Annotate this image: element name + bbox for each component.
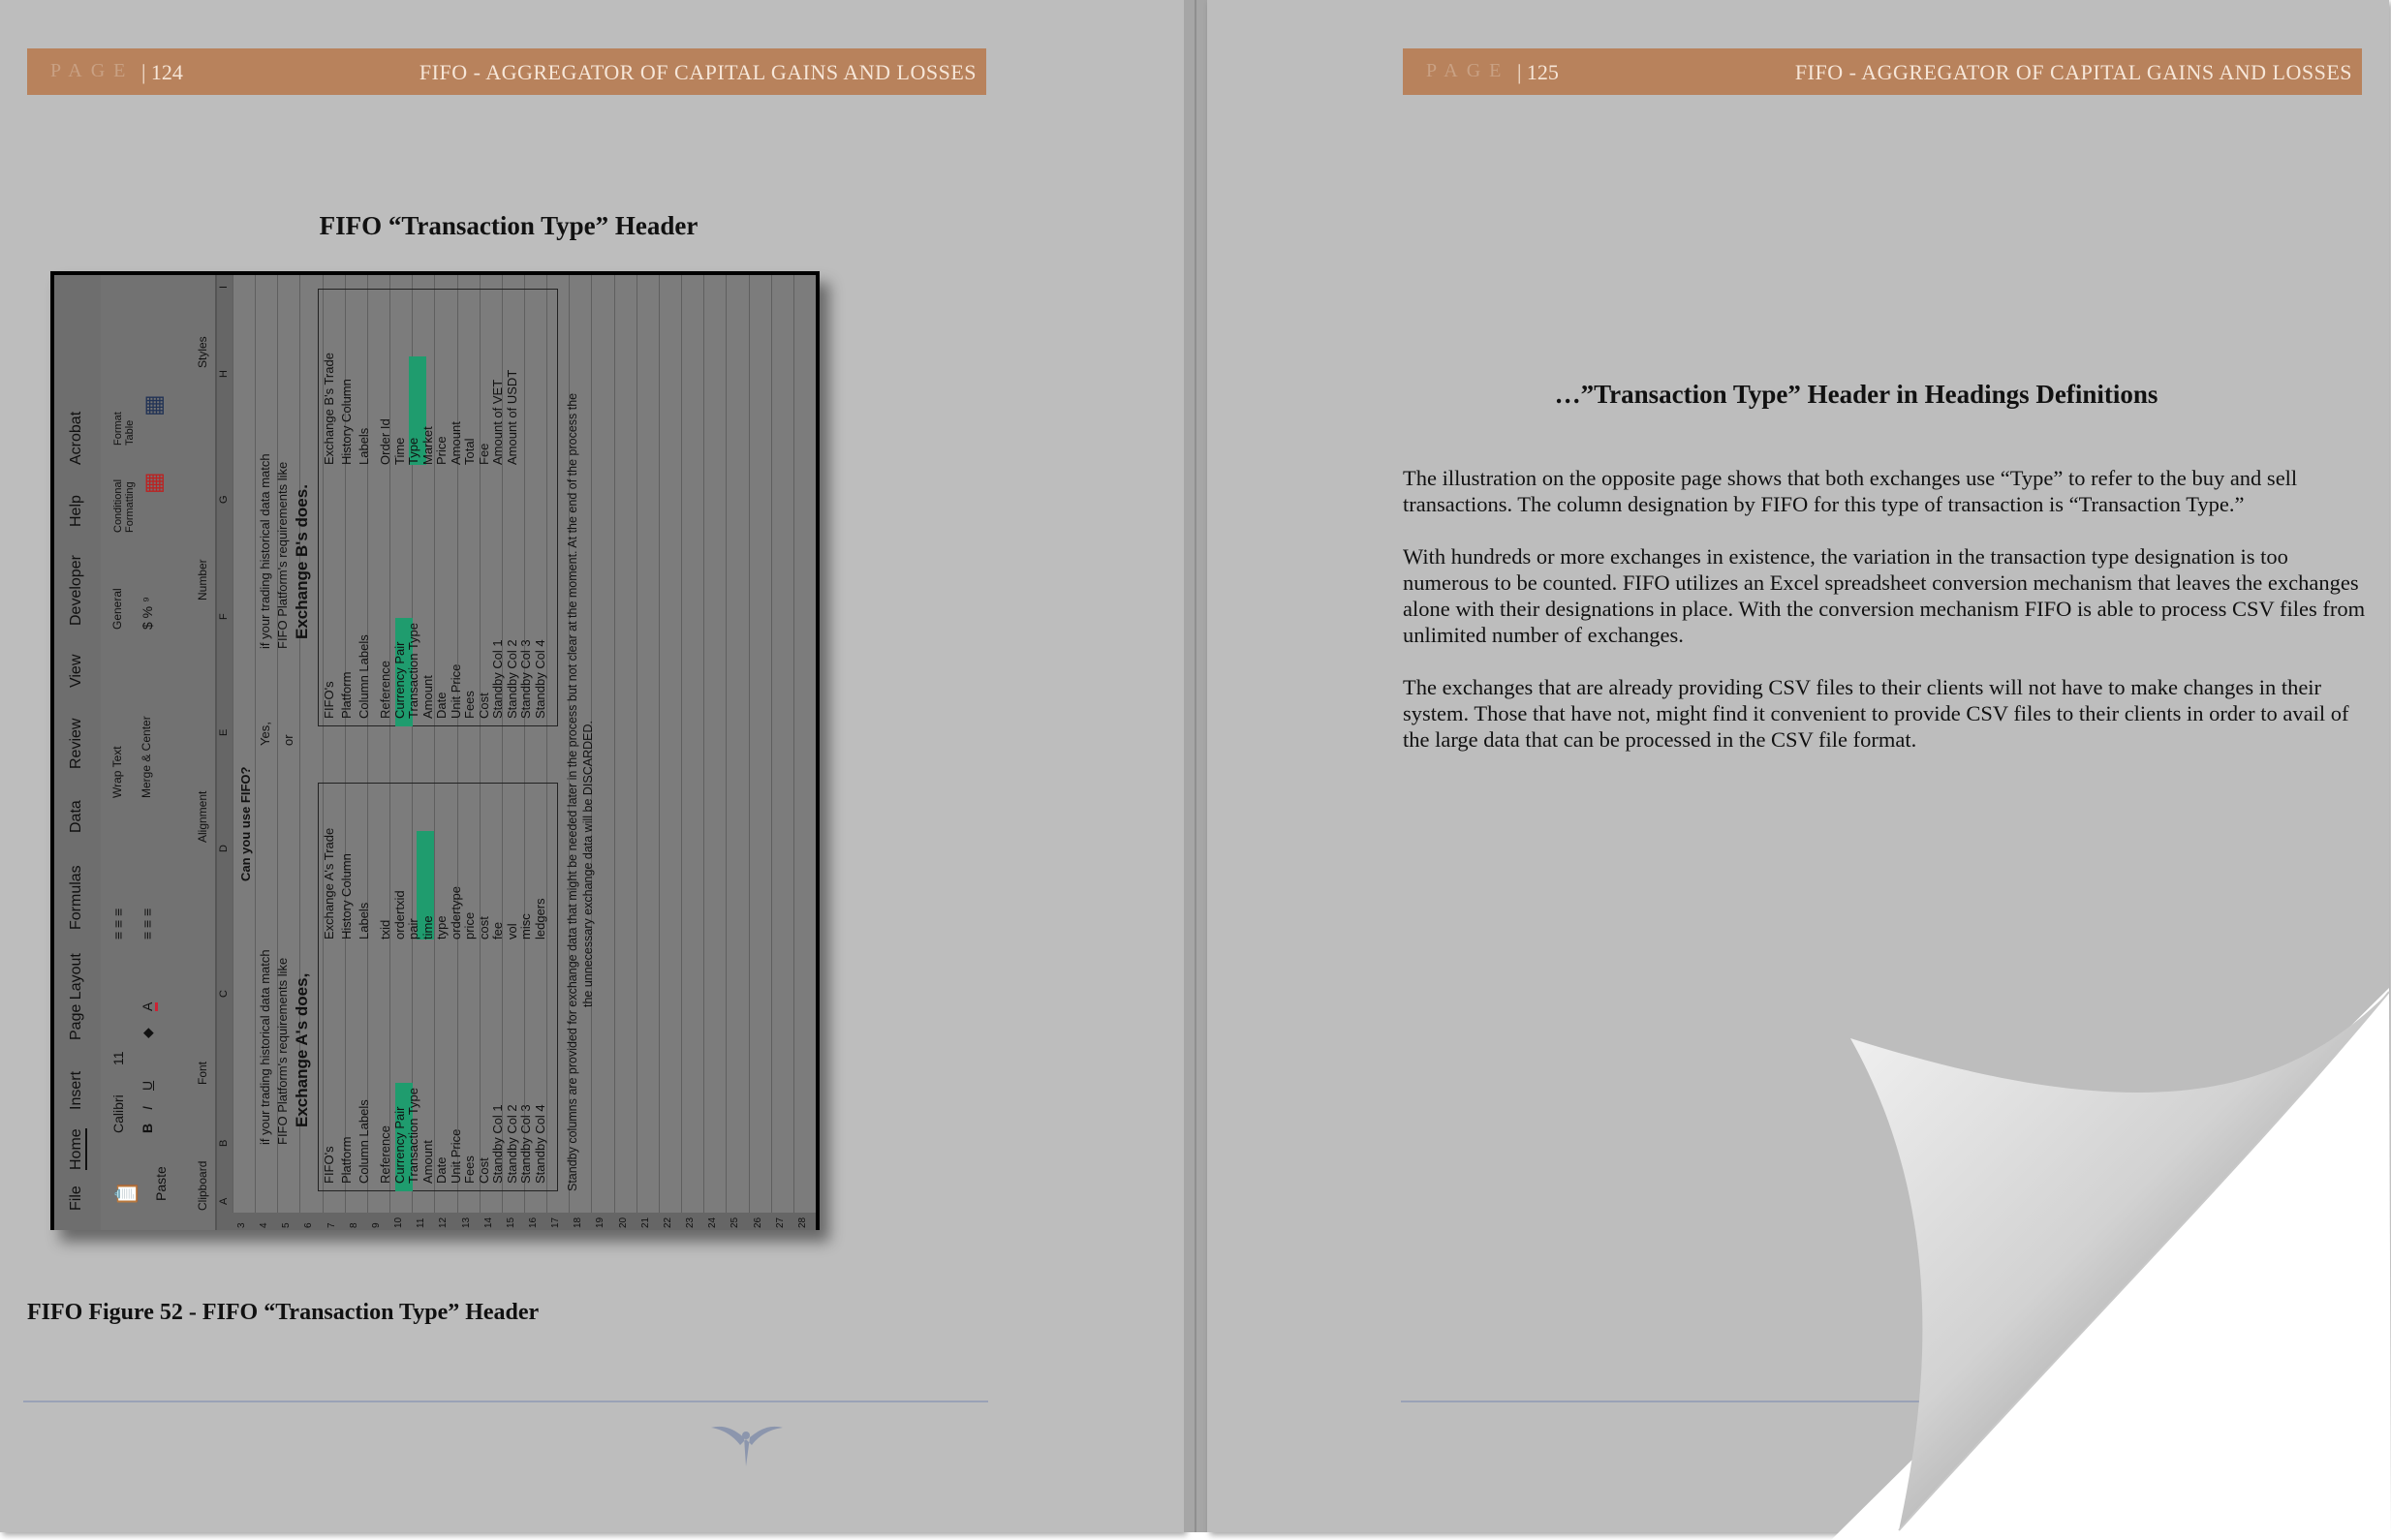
column-header: A [218, 1197, 230, 1205]
exchange-a-label: History Column [339, 853, 354, 939]
left-header-bar [27, 48, 986, 95]
footer-ornament-icon [707, 1414, 785, 1468]
fill-color-icon: ◆ [140, 1028, 155, 1038]
row-header: 13 [460, 1217, 472, 1228]
column-header: F [218, 613, 230, 620]
grid-line [614, 275, 615, 1213]
tab-review: Review [68, 718, 84, 769]
row-header: 9 [370, 1222, 382, 1228]
group-clipboard: Clipboard [196, 1160, 209, 1211]
fifo-label: Platform [339, 1136, 354, 1184]
group-styles: Styles [196, 336, 209, 368]
row-header: 26 [752, 1217, 763, 1228]
column-headers [217, 275, 233, 1230]
tab-data: Data [68, 800, 84, 833]
match-line-b1: if your trading historical data match [258, 453, 272, 649]
row-header: 19 [595, 1217, 606, 1228]
exchange-b-field: Type [406, 437, 420, 465]
exchange-b-field: Market [419, 426, 435, 465]
exchange-a-field: cost [476, 916, 491, 939]
row-header: 12 [438, 1217, 450, 1228]
tab-home: Home [68, 1128, 87, 1170]
row-header: 7 [326, 1222, 337, 1228]
fifo-field: Standby Col 4 [532, 1104, 547, 1184]
match-line-a1: if your trading historical data match [258, 949, 272, 1145]
format-table-button: Format Table [112, 412, 136, 446]
fifo-field: Unit Price [448, 663, 463, 719]
footer-rule [23, 1401, 988, 1402]
tab-view: View [68, 654, 84, 688]
fifo-field: Fees [462, 691, 477, 719]
fifo-field: Fees [462, 1155, 477, 1184]
page-title: …”Transaction Type” Header in Headings Definitions [1554, 380, 2158, 409]
format-table-icon: ▦ [140, 394, 167, 416]
exchange-a-field: price [462, 911, 477, 939]
exchange-b-field: Amount of USDT [504, 369, 519, 465]
group-number: Number [196, 559, 209, 601]
exchange-b-heading: Exchange B's does. [293, 484, 311, 639]
fifo-question: Can you use FIFO? [238, 766, 253, 881]
exchange-b-field: Amount of VET [490, 379, 505, 465]
tab-formulas: Formulas [68, 865, 84, 930]
fifo-field: Standby Col 3 [518, 639, 533, 719]
ribbon [101, 275, 217, 1230]
exchange-a-field: misc [518, 913, 533, 939]
exchange-a-field: ordertype [448, 886, 463, 939]
running-title: FIFO - AGGREGATOR OF CAPITAL GAINS AND LOSSES [419, 60, 977, 84]
fifo-field: Unit Price [448, 1128, 463, 1184]
row-header: 20 [617, 1217, 629, 1228]
right-header-bar [1403, 48, 2362, 95]
row-header: 8 [348, 1222, 359, 1228]
page-title: FIFO “Transaction Type” Header [319, 211, 699, 240]
exchange-b-label: Labels [357, 427, 371, 465]
spreadsheet-image [54, 275, 816, 1230]
row-header: 22 [662, 1217, 673, 1228]
fifo-label: Column Labels [357, 1099, 371, 1184]
running-title: FIFO - AGGREGATOR OF CAPITAL GAINS AND LOSSES [1794, 60, 2352, 84]
paste-icon: 📋 [114, 1180, 139, 1207]
group-alignment: Alignment [196, 790, 209, 843]
tab-insert: Insert [68, 1070, 84, 1110]
answer-or: or [281, 734, 295, 746]
row-header: 3 [236, 1222, 247, 1228]
paragraph: With hundreds or more exchanges in existence, the variation in the transaction type designation is too numerous to be counted. FIFO utilizes an Excel spreadsheet conversion mechanism that leaves the exchanges alone with their designations in place. With the conversion mechanism FIFO is able to process CSV files from unlimited number of exchanges. [1403, 544, 2366, 647]
column-header: I [218, 285, 230, 289]
fifo-field: Currency Pair [391, 641, 407, 719]
column-header: H [218, 370, 230, 378]
grid-line [793, 275, 794, 1213]
tab-acrobat: Acrobat [68, 411, 84, 465]
column-header: E [218, 728, 230, 736]
fifo-label: Platform [339, 671, 354, 719]
number-symbols-icon: $ % ⁹ [140, 596, 155, 630]
fifo-field: Standby Col 1 [490, 639, 505, 719]
fifo-field: Transaction Type [406, 623, 420, 719]
row-header: 21 [639, 1217, 651, 1228]
fifo-label: FIFO's [322, 1146, 336, 1184]
grid-line [749, 275, 750, 1213]
exchange-a-field: pair [406, 918, 420, 939]
font-name: Calibri [110, 1094, 126, 1133]
font-size: 11 [110, 1051, 126, 1065]
tab-page-layout: Page Layout [68, 953, 84, 1040]
grid-line [659, 275, 660, 1213]
page-label: PAGE [1426, 60, 1510, 81]
exchange-a-field: time [419, 915, 435, 939]
tab-help: Help [68, 495, 84, 527]
standby-note-2: the unnecessary exchange data will be DISCARDED. [581, 721, 595, 1007]
standby-note-1: Standby columns are provided for exchange data that might be needed later in the process but not clear at the moment. At the end of the process the [566, 392, 579, 1191]
font-color-icon: A [140, 1002, 158, 1011]
exchange-a-field: type [434, 915, 449, 939]
tab-file: File [68, 1186, 84, 1211]
fifo-field: Standby Col 1 [490, 1104, 505, 1184]
row-header: 23 [685, 1217, 697, 1228]
page-curl [1831, 988, 2391, 1540]
exchange-a-field: ordertxid [391, 890, 407, 939]
paragraph: The illustration on the opposite page shows that both exchanges use “Type” to refer to the buy and sell transactions. The column designation by FIFO for this type of transaction is “Transaction Type.” [1403, 466, 2298, 516]
match-line-b2: FIFO Platform's requirements like [275, 461, 290, 649]
row-header: 11 [416, 1217, 427, 1228]
exchange-b-field: Price [434, 436, 449, 465]
match-line-a2: FIFO Platform's requirements like [275, 957, 290, 1145]
underline-icon: U [140, 1080, 155, 1091]
merge-center-button: Merge & Center [140, 716, 153, 798]
fifo-field: Standby Col 3 [518, 1104, 533, 1184]
spreadsheet-figure [50, 271, 820, 1230]
bold-icon: B [140, 1123, 155, 1133]
exchange-b-label: Exchange B's Trade [322, 353, 336, 465]
fifo-label: Column Labels [357, 634, 371, 719]
fifo-field: Standby Col 4 [532, 639, 547, 719]
exchange-b-label: History Column [339, 379, 354, 465]
fifo-field: Amount [419, 675, 435, 719]
fifo-field: Amount [419, 1140, 435, 1184]
column-header: D [218, 845, 230, 852]
number-format: General [110, 588, 124, 630]
tab-developer: Developer [68, 555, 84, 626]
fifo-field: Currency Pair [391, 1106, 407, 1184]
row-header: 4 [259, 1222, 270, 1228]
page-number: | 124 [141, 60, 183, 84]
exchange-b-field: Order Id [378, 418, 392, 465]
exchange-a-label: Labels [357, 902, 371, 939]
group-font: Font [196, 1061, 209, 1085]
row-header: 5 [281, 1222, 293, 1228]
fifo-field: Date [434, 1156, 449, 1184]
conditional-formatting-icon: ▦ [140, 472, 167, 494]
page-number: | 125 [1517, 60, 1559, 84]
fifo-field: Transaction Type [406, 1088, 420, 1184]
grid-line [703, 275, 704, 1213]
body-text [1403, 465, 2372, 779]
row-header: 25 [730, 1217, 741, 1228]
paste-label: Paste [153, 1166, 169, 1201]
grid-line [771, 275, 772, 1213]
grid-line [255, 275, 256, 1213]
exchange-b-field: Time [391, 437, 407, 465]
fifo-field: Standby Col 2 [504, 1104, 519, 1184]
row-header: 15 [505, 1217, 516, 1228]
row-header: 18 [573, 1217, 584, 1228]
align-bottom-icon: ≡ ≡ ≡ [140, 908, 155, 939]
exchange-a-field: txid [378, 919, 392, 939]
fifo-field: Standby Col 2 [504, 639, 519, 719]
figure-caption: FIFO Figure 52 - FIFO “Transaction Type” Header [27, 1300, 540, 1325]
wrap-text-button: Wrap Text [110, 746, 124, 798]
fifo-field: Reference [378, 661, 392, 719]
exchange-a-field: ledgers [532, 898, 547, 939]
italic-icon: I [140, 1106, 155, 1110]
exchange-a-heading: Exchange A's does, [293, 972, 311, 1127]
row-header: 28 [796, 1217, 808, 1228]
exchange-b-field: Fee [476, 443, 491, 465]
column-header: C [218, 990, 230, 998]
grid-line [726, 275, 727, 1213]
column-header: B [218, 1139, 230, 1147]
row-header: 17 [550, 1217, 562, 1228]
row-header: 24 [707, 1217, 719, 1228]
exchange-a-label: Exchange A's Trade [322, 827, 336, 939]
exchange-a-field: vol [504, 923, 519, 939]
gutter-line [1195, 0, 1196, 1532]
ribbon-tabs [54, 275, 101, 1230]
exchange-a-field: fee [490, 921, 505, 939]
fifo-field: Cost [476, 1157, 491, 1184]
row-header: 16 [528, 1217, 539, 1228]
row-header: 10 [393, 1217, 405, 1228]
fifo-field: Date [434, 692, 449, 719]
answer-yes: Yes, [258, 722, 272, 746]
conditional-formatting-button: Conditional Formatting [112, 478, 136, 533]
fifo-field: Reference [378, 1125, 392, 1184]
row-header: 27 [774, 1217, 786, 1228]
row-header: 14 [482, 1217, 494, 1228]
align-icon: ≡ ≡ ≡ [110, 908, 126, 939]
left-page [0, 0, 1184, 1532]
paragraph: The exchanges that are already providing CSV files to their clients will not have to make changes in their system. Those that have not, might find it convenient to provide CSV files to their clients in order to avail of the large data that can be processed in the CSV file format. [1403, 675, 2349, 752]
row-header: 6 [303, 1222, 315, 1228]
fifo-label: FIFO's [322, 681, 336, 719]
page-label: PAGE [50, 60, 135, 81]
row-headers [233, 1213, 816, 1230]
column-header: G [218, 495, 230, 504]
exchange-b-field: Total [462, 438, 477, 465]
fifo-field: Cost [476, 693, 491, 719]
grid-line [681, 275, 682, 1213]
worksheet-grid [217, 275, 816, 1230]
exchange-b-field: Amount [448, 421, 463, 465]
